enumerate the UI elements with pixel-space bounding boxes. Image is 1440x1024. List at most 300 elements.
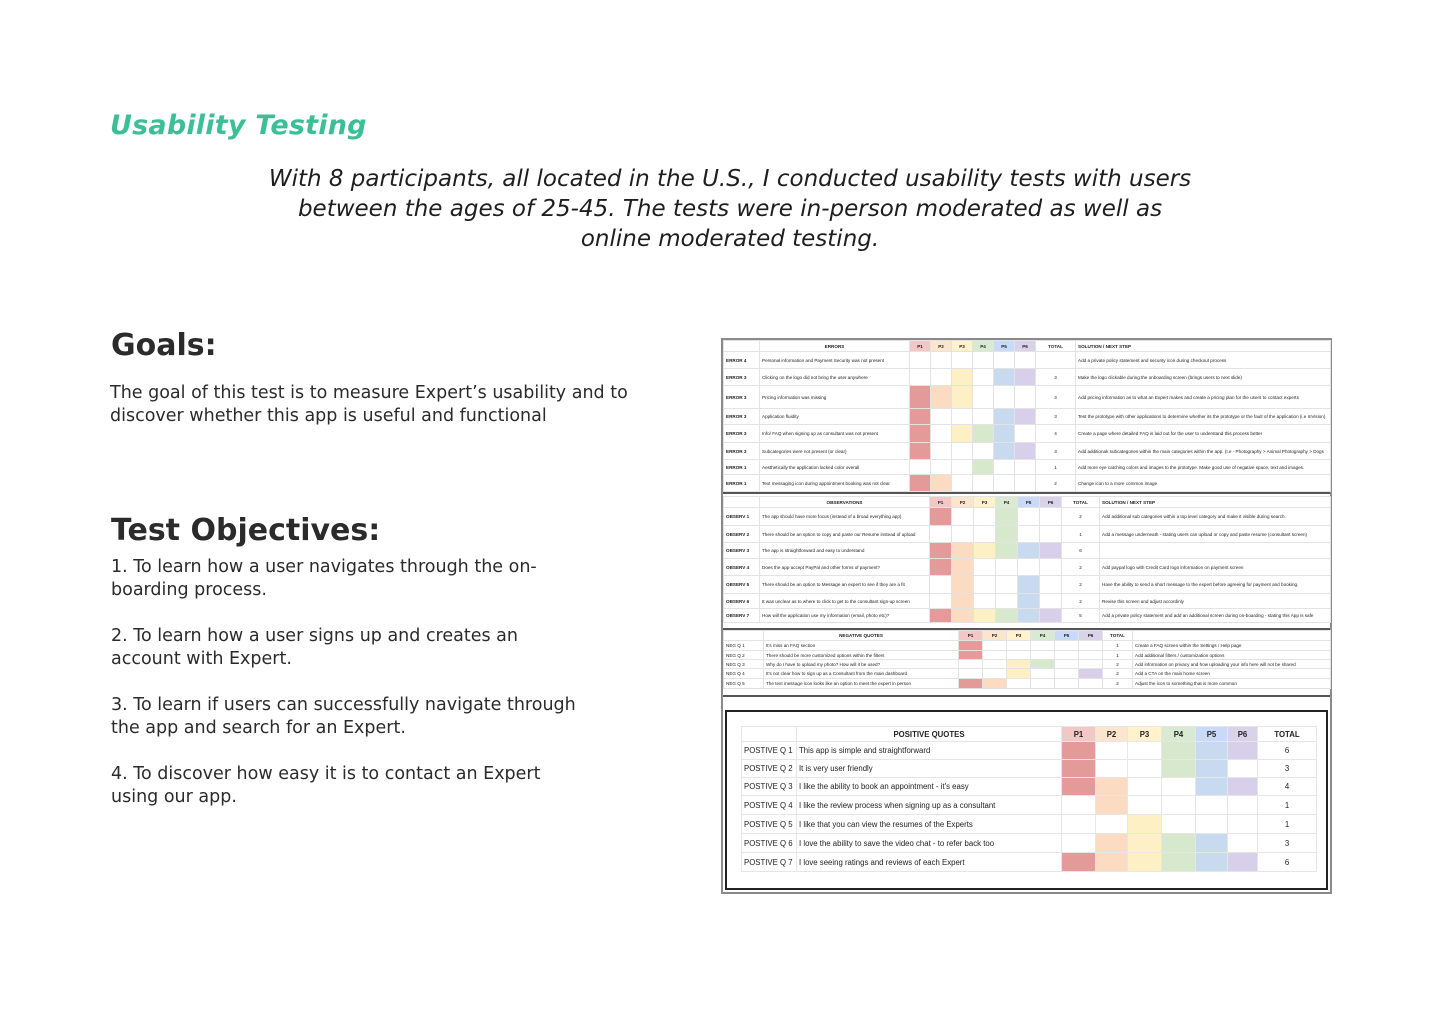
participant-cell (959, 669, 983, 679)
participant-cell (1062, 778, 1096, 796)
row-description: I like the ability to book an appointment - it's easy (797, 778, 1062, 796)
row-total: 2 (1062, 576, 1100, 594)
row-id: OBSERV 3 (724, 543, 760, 559)
participant-cell (983, 679, 1007, 689)
row-solution: Add more eye catching colors and images to the prototype. Make good use of negative space, text and images. (1076, 460, 1331, 475)
participant-cell (974, 526, 996, 543)
participant-cell (952, 352, 973, 369)
row-id: ERROR 1 (724, 475, 760, 492)
table-row (724, 425, 1331, 443)
row-total: 2 (1103, 669, 1133, 679)
row-id: POSTIVE Q 2 (742, 760, 797, 778)
participant-header: P1 (959, 631, 983, 641)
participant-cell (996, 559, 1018, 576)
participant-cell (994, 475, 1015, 492)
section-heading: POSITIVE QUOTES (797, 727, 1062, 742)
participant-cell (1196, 796, 1228, 815)
table-row (724, 594, 1331, 609)
participant-cell (1096, 760, 1128, 778)
table-header-row (724, 631, 1331, 641)
row-total: 2 (1103, 660, 1133, 669)
participant-cell (1040, 543, 1062, 559)
objective-item: 3. To learn if users can successfully navigate through the app and search for an Expert. (111, 695, 576, 738)
row-solution: Add additional filters / customization options (1133, 651, 1331, 660)
participant-cell (931, 409, 952, 425)
participant-cell (952, 594, 974, 609)
section-heading: OBSERVATIONS (760, 497, 930, 508)
participant-cell (983, 651, 1007, 660)
table-row (724, 559, 1331, 576)
participant-cell (1055, 651, 1079, 660)
row-solution: Add paypal logo with Credit Card logo information on payment screen (1100, 559, 1331, 576)
row-description: It is very user friendly (797, 760, 1062, 778)
participant-cell (931, 352, 952, 369)
header-blank (724, 631, 764, 641)
row-solution: Make the logo clickable during the onboarding screen (brings users to next slide) (1076, 369, 1331, 386)
row-id: OBSERV 1 (724, 508, 760, 526)
row-description: I like the review process when signing up as a consultant (797, 796, 1062, 815)
participant-cell (910, 475, 931, 492)
participant-cell (1162, 815, 1196, 834)
participant-cell (973, 369, 994, 386)
row-total: 6 (1258, 853, 1317, 872)
row-total: 3 (1036, 409, 1076, 425)
participant-cell (1062, 742, 1096, 760)
participant-cell (1055, 679, 1079, 689)
table-row (724, 641, 1331, 651)
table-row (724, 543, 1331, 559)
participant-cell (1196, 853, 1228, 872)
table-row (724, 651, 1331, 660)
row-total: 1 (1258, 815, 1317, 834)
participant-cell (1162, 778, 1196, 796)
participant-header: P1 (1062, 727, 1096, 742)
row-id: OBSERV 6 (724, 594, 760, 609)
participant-cell (1079, 669, 1103, 679)
participant-cell (1031, 641, 1055, 651)
participant-cell (996, 526, 1018, 543)
participant-cell (1007, 641, 1031, 651)
row-description: There should be more customized options within the filters (764, 651, 959, 660)
row-description: I like that you can view the resumes of the Experts (797, 815, 1062, 834)
participant-cell (931, 369, 952, 386)
table-row (724, 460, 1331, 475)
participant-cell (974, 508, 996, 526)
participant-cell (1015, 409, 1036, 425)
participant-cell (930, 559, 952, 576)
section-title: Usability Testing (110, 110, 367, 141)
row-id: POSTIVE Q 1 (742, 742, 797, 760)
row-total: 2 (1062, 559, 1100, 576)
participant-cell (931, 475, 952, 492)
participant-cell (959, 651, 983, 660)
participant-cell (973, 409, 994, 425)
table-row (724, 409, 1331, 425)
participant-cell (1128, 815, 1162, 834)
row-id: ERROR 3 (724, 443, 760, 460)
participant-header: P5 (1055, 631, 1079, 641)
participant-cell (1096, 778, 1128, 796)
row-solution: Test the prototype with other applications to determine whether its the prototype or the fault of the application (i.e InVision) (1076, 409, 1331, 425)
row-id: ERROR 1 (724, 460, 760, 475)
participant-cell (1031, 679, 1055, 689)
participant-cell (930, 594, 952, 609)
row-solution: Add a private policy statement and add an additional screen during on-boarding - stating this App is safe (1100, 609, 1331, 623)
participant-cell (1128, 796, 1162, 815)
participant-cell (1096, 815, 1128, 834)
participant-cell (931, 443, 952, 460)
participant-header: P6 (1040, 497, 1062, 508)
participant-cell (1162, 760, 1196, 778)
participant-cell (1228, 815, 1258, 834)
participant-cell (973, 443, 994, 460)
row-solution: Change icon to a more common image (1076, 475, 1331, 492)
row-description: Pricing information was missing (760, 386, 910, 409)
header-blank (724, 497, 760, 508)
participant-cell (1062, 834, 1096, 853)
row-id: OBSERV 2 (724, 526, 760, 543)
participant-header: P3 (1007, 631, 1031, 641)
participant-cell (1162, 834, 1196, 853)
row-id: NEG Q 2 (724, 651, 764, 660)
participant-cell (1196, 834, 1228, 853)
participant-cell (910, 352, 931, 369)
participant-header: P4 (996, 497, 1018, 508)
participant-cell (1128, 760, 1162, 778)
participant-cell (996, 508, 1018, 526)
row-id: OBSERV 7 (724, 609, 760, 623)
objectives-list (111, 556, 581, 832)
participant-cell (1015, 352, 1036, 369)
row-total: 5 (1062, 609, 1100, 623)
participant-cell (994, 443, 1015, 460)
table-row (724, 475, 1331, 492)
participant-cell (1228, 778, 1258, 796)
row-description: It's miss an FAQ section (764, 641, 959, 651)
participant-cell (1079, 651, 1103, 660)
participant-cell (1015, 369, 1036, 386)
row-total: 3 (1036, 386, 1076, 409)
row-description: Aesthetically the application lacked color overall (760, 460, 910, 475)
row-solution: Add a private policy statement and security icon during checkout process (1076, 352, 1331, 369)
row-total: 1 (1258, 796, 1317, 815)
row-total: 4 (1258, 778, 1317, 796)
table-row (724, 669, 1331, 679)
participant-cell (952, 409, 973, 425)
objective-item: 4. To discover how easy it is to contact an Expert using our app. (111, 764, 541, 807)
negative-quotes-table (723, 630, 1331, 689)
participant-cell (910, 369, 931, 386)
table-row (742, 778, 1317, 796)
row-description: It was unclear as to where to click to get to the consultant sign-up screen (760, 594, 930, 609)
participant-cell (1018, 576, 1040, 594)
goals-text: The goal of this test is to measure Expert’s usability and to discover whether this app is useful and functional (110, 383, 628, 426)
participant-cell (1018, 594, 1040, 609)
table-header-row (724, 497, 1331, 508)
table-row (724, 576, 1331, 594)
table-row (724, 386, 1331, 409)
participant-cell (973, 386, 994, 409)
participant-cell (910, 386, 931, 409)
row-description: Why do I have to upload my photo? How will it be used? (764, 660, 959, 669)
objective-item: 2. To learn how a user signs up and creates an account with Expert. (111, 626, 518, 669)
participant-cell (996, 576, 1018, 594)
row-total: 6 (1258, 742, 1317, 760)
participant-cell (1018, 609, 1040, 623)
participant-header: P1 (910, 341, 931, 352)
participant-cell (994, 460, 1015, 475)
participant-cell (1162, 742, 1196, 760)
participant-cell (1128, 853, 1162, 872)
table-row (742, 815, 1317, 834)
participant-cell (1018, 508, 1040, 526)
participant-header: P3 (974, 497, 996, 508)
row-description: There should be an option to Message an expert to see if they are a fit (760, 576, 930, 594)
row-description: It's not clear how to sign up as a Consultant from the main dashboard (764, 669, 959, 679)
participant-cell (1031, 660, 1055, 669)
solution-header: SOLUTION / NEXT STEP (1100, 497, 1331, 508)
row-total: 1 (1036, 460, 1076, 475)
participant-cell (974, 594, 996, 609)
participant-cell (952, 508, 974, 526)
participant-cell (1096, 796, 1128, 815)
row-total: 3 (1036, 369, 1076, 386)
objective-item: 1. To learn how a user navigates through the on-boarding process. (111, 557, 537, 600)
participant-cell (1196, 815, 1228, 834)
table-row (724, 508, 1331, 526)
table-row (742, 796, 1317, 815)
row-solution: Have the ability to send a short message to the expert before agreeing for payment and booking. (1100, 576, 1331, 594)
participant-header: P6 (1079, 631, 1103, 641)
participant-cell (983, 669, 1007, 679)
row-id: ERROR 3 (724, 386, 760, 409)
table-row (724, 679, 1331, 689)
participant-cell (1196, 778, 1228, 796)
participant-header: P2 (931, 341, 952, 352)
participant-cell (1228, 760, 1258, 778)
participant-cell (973, 425, 994, 443)
row-total: 2 (1062, 508, 1100, 526)
row-solution: Create a FAQ screen within the Settings / Help page (1133, 641, 1331, 651)
row-id: OBSERV 4 (724, 559, 760, 576)
participant-cell (1096, 853, 1128, 872)
participant-cell (1018, 526, 1040, 543)
participant-cell (959, 641, 983, 651)
participant-cell (994, 369, 1015, 386)
section-heading: ERRORS (760, 341, 910, 352)
solution-header: SOLUTION / NEXT STEP (1076, 341, 1331, 352)
participant-cell (930, 508, 952, 526)
participant-cell (1128, 742, 1162, 760)
row-id: ERROR 3 (724, 369, 760, 386)
participant-cell (1031, 651, 1055, 660)
participant-cell (952, 460, 973, 475)
row-id: ERROR 3 (724, 409, 760, 425)
participant-cell (973, 475, 994, 492)
table-row (724, 443, 1331, 460)
participant-header: P2 (1096, 727, 1128, 742)
participant-cell (1040, 526, 1062, 543)
participant-header: P5 (1196, 727, 1228, 742)
row-total: 2 (1103, 679, 1133, 689)
participant-cell (1062, 796, 1096, 815)
participant-cell (1162, 796, 1196, 815)
row-description: Application fluidity (760, 409, 910, 425)
row-description: This app is simple and straightforward (797, 742, 1062, 760)
row-description: There should be an option to copy and paste our Resume instead of upload (760, 526, 930, 543)
participant-cell (931, 460, 952, 475)
participant-cell (1040, 609, 1062, 623)
row-description: The text message icon looks like an option to meet the expert in person (764, 679, 959, 689)
participant-header: P1 (930, 497, 952, 508)
row-description: Subcategories were not present (or clear) (760, 443, 910, 460)
table-row (724, 526, 1331, 543)
row-solution: Add a message underneath - stating users can upload or copy and paste resume (consultant screen) (1100, 526, 1331, 543)
row-total: 4 (1036, 425, 1076, 443)
row-total: 1 (1103, 651, 1133, 660)
participant-cell (1079, 679, 1103, 689)
solution-header (1133, 631, 1331, 641)
participant-cell (1007, 660, 1031, 669)
row-id: POSTIVE Q 5 (742, 815, 797, 834)
participant-cell (952, 543, 974, 559)
row-id: POSTIVE Q 3 (742, 778, 797, 796)
participant-cell (1128, 834, 1162, 853)
row-id: NEG Q 1 (724, 641, 764, 651)
participant-cell (973, 352, 994, 369)
participant-cell (1228, 796, 1258, 815)
participant-cell (1196, 742, 1228, 760)
participant-cell (952, 526, 974, 543)
participant-cell (910, 425, 931, 443)
observations-table (723, 496, 1331, 623)
participant-cell (930, 526, 952, 543)
row-description: Text messaging icon during appointment booking was not clear (760, 475, 910, 492)
row-solution (1100, 543, 1331, 559)
participant-cell (910, 460, 931, 475)
participant-cell (1079, 660, 1103, 669)
participant-cell (930, 609, 952, 623)
participant-cell (1040, 594, 1062, 609)
participant-cell (952, 609, 974, 623)
participant-cell (910, 443, 931, 460)
participant-cell (994, 386, 1015, 409)
row-total: 1 (1062, 526, 1100, 543)
participant-cell (1162, 853, 1196, 872)
participant-header: P5 (994, 341, 1015, 352)
participant-cell (1015, 475, 1036, 492)
participant-cell (973, 460, 994, 475)
participant-cell (930, 576, 952, 594)
section-heading: NEGATIVE QUOTES (764, 631, 959, 641)
table-divider (723, 492, 1330, 494)
row-total (1036, 352, 1076, 369)
participant-cell (952, 425, 973, 443)
participant-cell (1040, 508, 1062, 526)
objectives-heading: Test Objectives: (111, 513, 381, 548)
row-id: NEG Q 4 (724, 669, 764, 679)
participant-header: P4 (1031, 631, 1055, 641)
participant-cell (1096, 742, 1128, 760)
participant-cell (1228, 834, 1258, 853)
participant-cell (1018, 559, 1040, 576)
row-total: 6 (1062, 543, 1100, 559)
participant-cell (1031, 669, 1055, 679)
table-row (742, 834, 1317, 853)
participant-cell (1040, 576, 1062, 594)
participant-cell (1062, 760, 1096, 778)
row-id: POSTIVE Q 4 (742, 796, 797, 815)
row-id: POSTIVE Q 6 (742, 834, 797, 853)
participant-cell (930, 543, 952, 559)
row-total: 3 (1258, 760, 1317, 778)
participant-cell (996, 609, 1018, 623)
table-row (724, 609, 1331, 623)
intro-paragraph: With 8 participants, all located in the U.S., I conducted usability tests with users between the ages of 25-45. The tests were in-person moderated as well as online moderated testing. (268, 166, 1192, 252)
row-total: 1 (1103, 641, 1133, 651)
header-blank (742, 727, 797, 742)
participant-cell (1015, 443, 1036, 460)
participant-cell (1062, 815, 1096, 834)
row-id: NEG Q 5 (724, 679, 764, 689)
participant-cell (931, 425, 952, 443)
participant-cell (974, 609, 996, 623)
row-description: How will the application use my information (email, photo etc)? (760, 609, 930, 623)
participant-header: P5 (1018, 497, 1040, 508)
participant-cell (994, 409, 1015, 425)
participant-cell (1062, 853, 1096, 872)
participant-cell (952, 475, 973, 492)
row-solution: Adjust the icon to something that is more common (1133, 679, 1331, 689)
row-description: Info/ FAQ when signing up as consultant was not present (760, 425, 910, 443)
participant-cell (1096, 834, 1128, 853)
row-description: The app should have more focus (instead of a broad everything app) (760, 508, 930, 526)
row-id: OBSERV 5 (724, 576, 760, 594)
positive-quotes-table (741, 726, 1317, 872)
participant-cell (983, 641, 1007, 651)
row-id: ERROR 4 (724, 352, 760, 369)
participant-cell (1015, 460, 1036, 475)
participant-header: P3 (952, 341, 973, 352)
participant-cell (974, 559, 996, 576)
row-total: 3 (1036, 443, 1076, 460)
participant-cell (1007, 669, 1031, 679)
total-header: TOTAL (1258, 727, 1317, 742)
participant-cell (931, 386, 952, 409)
total-header: TOTAL (1036, 341, 1076, 352)
row-total: 2 (1036, 475, 1076, 492)
table-divider (723, 695, 1330, 697)
participant-cell (1015, 425, 1036, 443)
participant-cell (1196, 760, 1228, 778)
participant-cell (952, 369, 973, 386)
total-header: TOTAL (1103, 631, 1133, 641)
participant-header: P2 (983, 631, 1007, 641)
participant-cell (974, 543, 996, 559)
participant-header: P3 (1128, 727, 1162, 742)
row-description: I love the ability to save the video chat - to refer back too (797, 834, 1062, 853)
row-total: 2 (1062, 594, 1100, 609)
table-row (724, 352, 1331, 369)
participant-cell (996, 594, 1018, 609)
row-solution: Revise this screen and adjust accordinly (1100, 594, 1331, 609)
participant-cell (1079, 641, 1103, 651)
participant-header: P6 (1228, 727, 1258, 742)
participant-cell (952, 559, 974, 576)
table-row (742, 742, 1317, 760)
row-id: ERROR 3 (724, 425, 760, 443)
table-row (742, 853, 1317, 872)
